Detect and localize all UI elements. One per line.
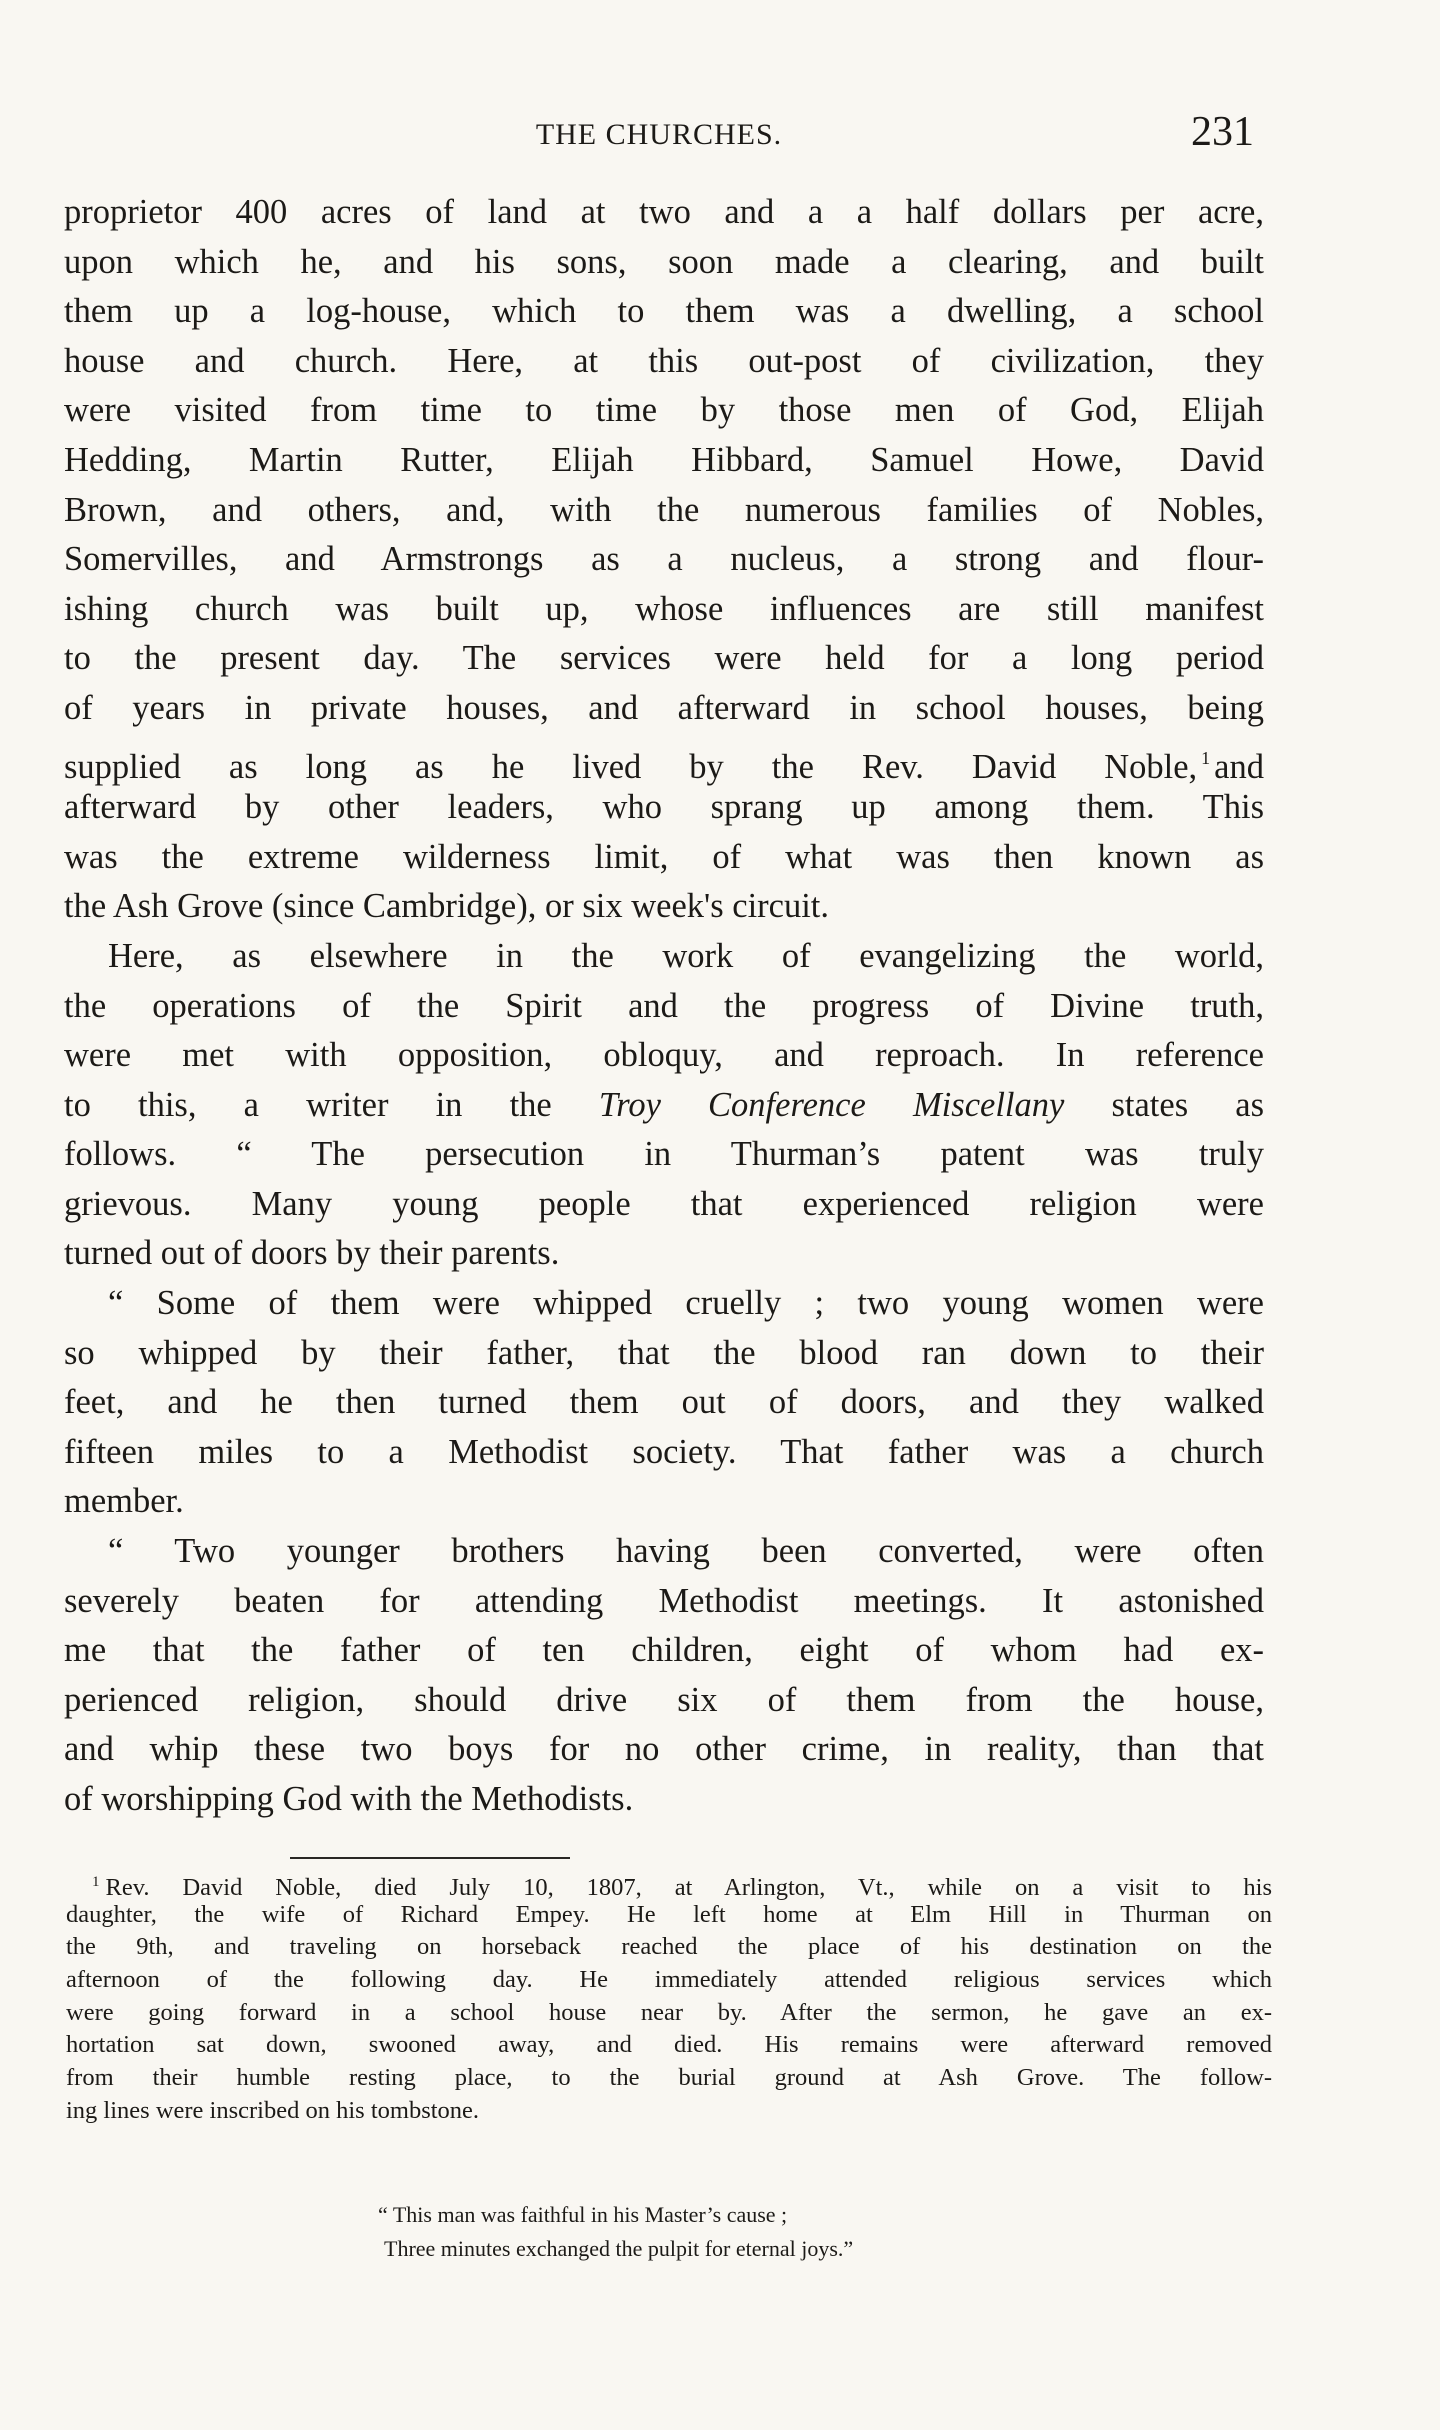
text-line: proprietor 400 acres of land at two and a a half dollars per acre, bbox=[64, 193, 1264, 231]
footnote-reference: 1 bbox=[1201, 747, 1211, 768]
footnote-line bbox=[66, 1866, 1272, 1899]
text-line: “ Some of them were whipped cruelly ; two young women were bbox=[108, 1284, 1264, 1323]
verse-line: Three minutes exchanged the pulpit for eternal joys.” bbox=[384, 2236, 854, 2261]
body-text bbox=[64, 188, 1264, 1825]
footnote-line: the 9th, and traveling on horseback reached the place of his destination on the bbox=[66, 1933, 1272, 1961]
footnote-line: afternoon of the following day. He immediately attended religious services which bbox=[66, 1966, 1272, 1994]
footnote-line: daughter, the wife of Richard Empey. He left home at Elm Hill in Thurman on bbox=[66, 1900, 1272, 1928]
text-line: the Ash Grove (since Cambridge), or six week's circuit. bbox=[64, 887, 830, 926]
running-head: THE CHURCHES. bbox=[535, 118, 783, 151]
text-line: were met with opposition, obloquy, and reproach. In reference bbox=[64, 1036, 1264, 1075]
text-line: so whipped by their father, that the blood ran down to their bbox=[64, 1333, 1264, 1372]
text-segment: states as bbox=[1111, 1085, 1265, 1124]
footnote-text: Rev. David Noble, died July 10, 1807, at Arlington, Vt., while on a visit to his bbox=[105, 1874, 1272, 1901]
text-segment: and bbox=[1214, 747, 1264, 786]
text-line: upon which he, and his sons, soon made a clearing, and built bbox=[64, 242, 1264, 281]
footnote bbox=[66, 1866, 1272, 2128]
text-line: Here, as elsewhere in the work of evangelizing the world, bbox=[108, 936, 1264, 975]
text-line: to the present day. The services were held for a long period bbox=[64, 639, 1264, 678]
text-line: ishing church was built up, whose influences are still manifest bbox=[64, 589, 1264, 628]
footnote-line: from their humble resting place, to the burial ground at Ash Grove. The follow- bbox=[66, 2064, 1272, 2092]
text-line: member. bbox=[64, 1482, 184, 1521]
footnote-line: ing lines were inscribed on his tombstone. bbox=[66, 2096, 480, 2124]
text-line: and whip these two boys for no other crime, in reality, than that bbox=[64, 1730, 1264, 1769]
text-line: follows. “ The persecution in Thurman’s patent was truly bbox=[64, 1135, 1264, 1174]
text-segment: to this, a writer in the bbox=[64, 1085, 552, 1124]
text-line: of years in private houses, and afterward in school houses, being bbox=[64, 688, 1264, 727]
text-line: “ Two younger brothers having been converted, were often bbox=[108, 1532, 1264, 1571]
text-line: fifteen miles to a Methodist society. That father was a church bbox=[64, 1432, 1264, 1471]
text-line: Brown, and others, and, with the numerous families of Nobles, bbox=[64, 490, 1264, 529]
text-line: perienced religion, should drive six of them from the house, bbox=[64, 1680, 1264, 1719]
text-line: them up a log-house, which to them was a dwelling, a school bbox=[64, 292, 1264, 331]
text-line: the operations of the Spirit and the progress of Divine truth, bbox=[64, 986, 1264, 1025]
footnote-divider bbox=[290, 1857, 570, 1859]
text-line: Somervilles, and Armstrongs as a nucleus, a strong and flour- bbox=[64, 540, 1264, 579]
text-line: feet, and he then turned them out of doors, and they walked bbox=[64, 1383, 1264, 1422]
text-line-with-italic-title bbox=[64, 1081, 1264, 1131]
page-number: 231 bbox=[1191, 109, 1254, 155]
page-header bbox=[64, 104, 1254, 164]
text-line: of worshipping God with the Methodists. bbox=[64, 1780, 634, 1818]
epitaph-verse bbox=[378, 2198, 1078, 2266]
text-line: grievous. Many young people that experienced religion were bbox=[64, 1184, 1264, 1223]
text-line: was the extreme wilderness limit, of what was then known as bbox=[64, 837, 1264, 876]
text-line-with-footnote-ref bbox=[64, 734, 1264, 784]
text-segment: supplied as long as he lived by the Rev. David Noble, bbox=[64, 747, 1198, 786]
footnote-line: hortation sat down, swooned away, and died. His remains were afterward removed bbox=[66, 2031, 1272, 2059]
footnote-line: were going forward in a school house near by. After the sermon, he gave an ex- bbox=[66, 1998, 1272, 2026]
text-line: turned out of doors by their parents. bbox=[64, 1234, 560, 1273]
text-line: were visited from time to time by those men of God, Elijah bbox=[64, 391, 1264, 430]
verse-line: “ This man was faithful in his Master’s cause ; bbox=[378, 2202, 788, 2227]
text-line: severely beaten for attending Methodist meetings. It astonished bbox=[64, 1581, 1264, 1620]
text-line: afterward by other leaders, who sprang up among them. This bbox=[64, 788, 1264, 827]
footnote-marker: 1 bbox=[92, 1874, 100, 1890]
italic-title: Troy Conference Miscellany bbox=[598, 1085, 1065, 1124]
text-line: house and church. Here, at this out-post of civilization, they bbox=[64, 341, 1264, 380]
text-line: Hedding, Martin Rutter, Elijah Hibbard, Samuel Howe, David bbox=[64, 440, 1264, 479]
text-line: me that the father of ten children, eight of whom had ex- bbox=[64, 1631, 1264, 1670]
